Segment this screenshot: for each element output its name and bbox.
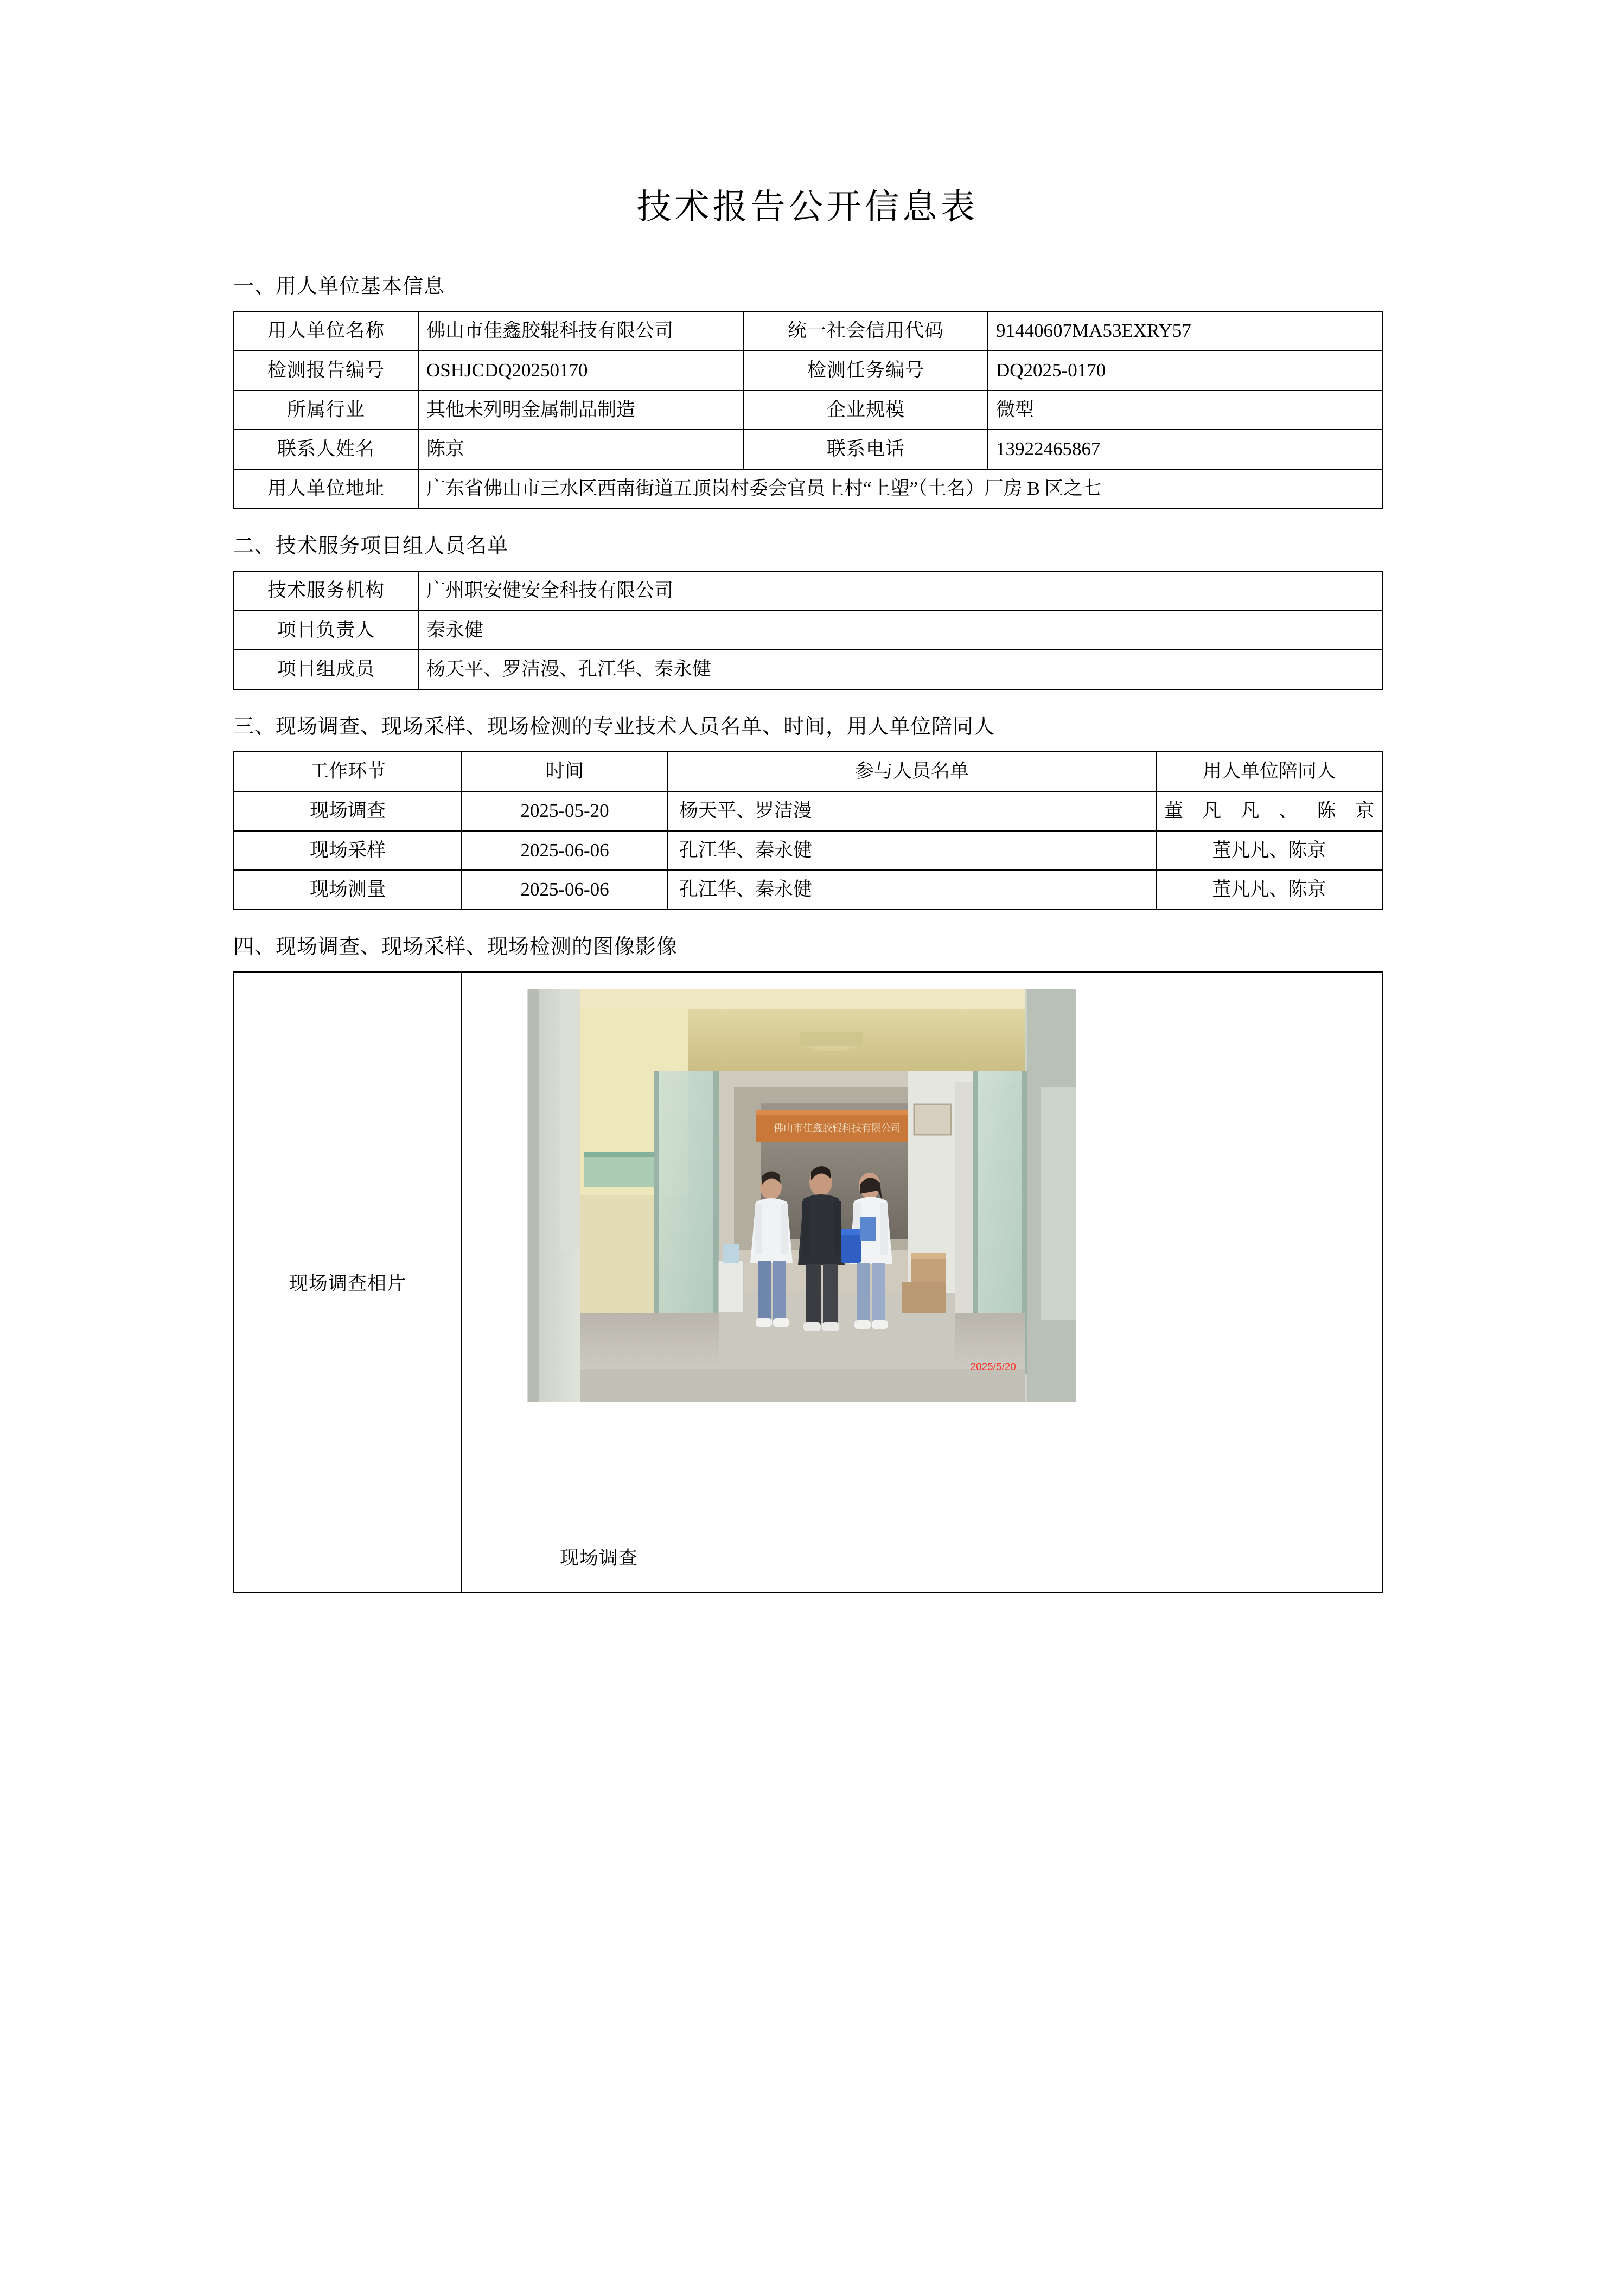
stage-value: 现场采样 (234, 831, 462, 871)
service-org-label: 技术服务机构 (234, 571, 418, 611)
table-row (234, 391, 1382, 430)
table-row (234, 791, 1382, 831)
employer-name-value: 佛山市佳鑫胶辊科技有限公司 (418, 311, 744, 351)
table-header-row (234, 752, 1382, 791)
section-1-heading: 一、用人单位基本信息 (233, 275, 445, 298)
section-4-heading: 四、现场调查、现场采样、现场检测的图像影像 (233, 936, 678, 958)
date-value: 2025-06-06 (462, 831, 668, 871)
stage-value: 现场测量 (234, 870, 462, 910)
section-3-heading: 三、现场调查、现场采样、现场检测的专业技术人员名单、时间，用人单位陪同人 (233, 715, 995, 738)
table-row (234, 870, 1382, 910)
employer-address-value: 广东省佛山市三水区西南街道五顶岗村委会官员上村“上塱”（土名）厂房 B 区之七 (418, 469, 1382, 509)
date-value: 2025-06-06 (462, 870, 668, 910)
table-row (234, 972, 1382, 1593)
svg-text:佛山市佳鑫胶辊科技有限公司: 佛山市佳鑫胶辊科技有限公司 (774, 1123, 901, 1134)
people-value: 孔江华、秦永健 (668, 870, 1156, 910)
project-members-label: 项目组成员 (234, 650, 418, 689)
employer-address-label: 用人单位地址 (234, 469, 418, 509)
section-2-heading: 二、技术服务项目组人员名单 (233, 534, 509, 558)
project-leader-value: 秦永健 (418, 611, 1382, 650)
people-value: 杨天平、罗洁漫 (668, 791, 1156, 831)
column-header-stage: 工作环节 (234, 752, 462, 791)
enterprise-scale-label: 企业规模 (744, 391, 988, 430)
table-row (234, 469, 1382, 509)
table-row (234, 650, 1382, 689)
service-org-value: 广州职安健安全科技有限公司 (418, 571, 1382, 611)
column-header-date: 时间 (462, 752, 668, 791)
document-content (233, 179, 1382, 1593)
people-value: 孔江华、秦永健 (668, 831, 1156, 871)
project-members-value: 杨天平、罗洁漫、孔江华、秦永健 (418, 650, 1382, 689)
employer-info-table (233, 311, 1383, 509)
table-row (234, 430, 1382, 469)
employer-name-label: 用人单位名称 (234, 311, 418, 351)
stage-value: 现场调查 (234, 791, 462, 831)
report-number-value: OSHJCDQ20250170 (418, 351, 744, 391)
service-team-table (233, 571, 1383, 690)
site-survey-photo (527, 989, 1076, 1402)
accompany-value: 董凡凡、陈京 (1156, 831, 1382, 871)
fieldwork-schedule-table (233, 751, 1383, 910)
credit-code-value: 91440607MA53EXRY57 (988, 311, 1382, 351)
accompany-value: 董凡凡、陈京 (1156, 791, 1382, 831)
table-row (234, 611, 1382, 650)
contact-phone-label: 联系电话 (744, 430, 988, 469)
table-row (234, 831, 1382, 871)
column-header-people: 参与人员名单 (668, 752, 1156, 791)
report-number-label: 检测报告编号 (234, 351, 418, 391)
table-row (234, 351, 1382, 391)
project-leader-label: 项目负责人 (234, 611, 418, 650)
date-value: 2025-05-20 (462, 791, 668, 831)
photo-caption: 现场调查 (560, 1547, 639, 1569)
table-row (234, 571, 1382, 611)
photo-timestamp: 2025/5/20 (970, 1361, 1016, 1373)
table-row (234, 311, 1382, 351)
page-title: 技术报告公开信息表 (636, 188, 979, 226)
photo-table (233, 971, 1383, 1593)
industry-value: 其他未列明金属制品制造 (418, 391, 744, 430)
accompany-value: 董凡凡、陈京 (1156, 870, 1382, 910)
photo-cell (462, 972, 1382, 1593)
column-header-accompany: 用人单位陪同人 (1156, 752, 1382, 791)
industry-label: 所属行业 (234, 391, 418, 430)
task-number-label: 检测任务编号 (744, 351, 988, 391)
enterprise-scale-value: 微型 (988, 391, 1382, 430)
task-number-value: DQ2025-0170 (988, 351, 1382, 391)
photo-wrapper (527, 989, 1075, 1570)
contact-name-label: 联系人姓名 (234, 430, 418, 469)
photo-row-label: 现场调查相片 (234, 972, 462, 1593)
credit-code-label: 统一社会信用代码 (744, 311, 988, 351)
contact-name-value: 陈京 (418, 430, 744, 469)
contact-phone-value: 13922465867 (988, 430, 1382, 469)
